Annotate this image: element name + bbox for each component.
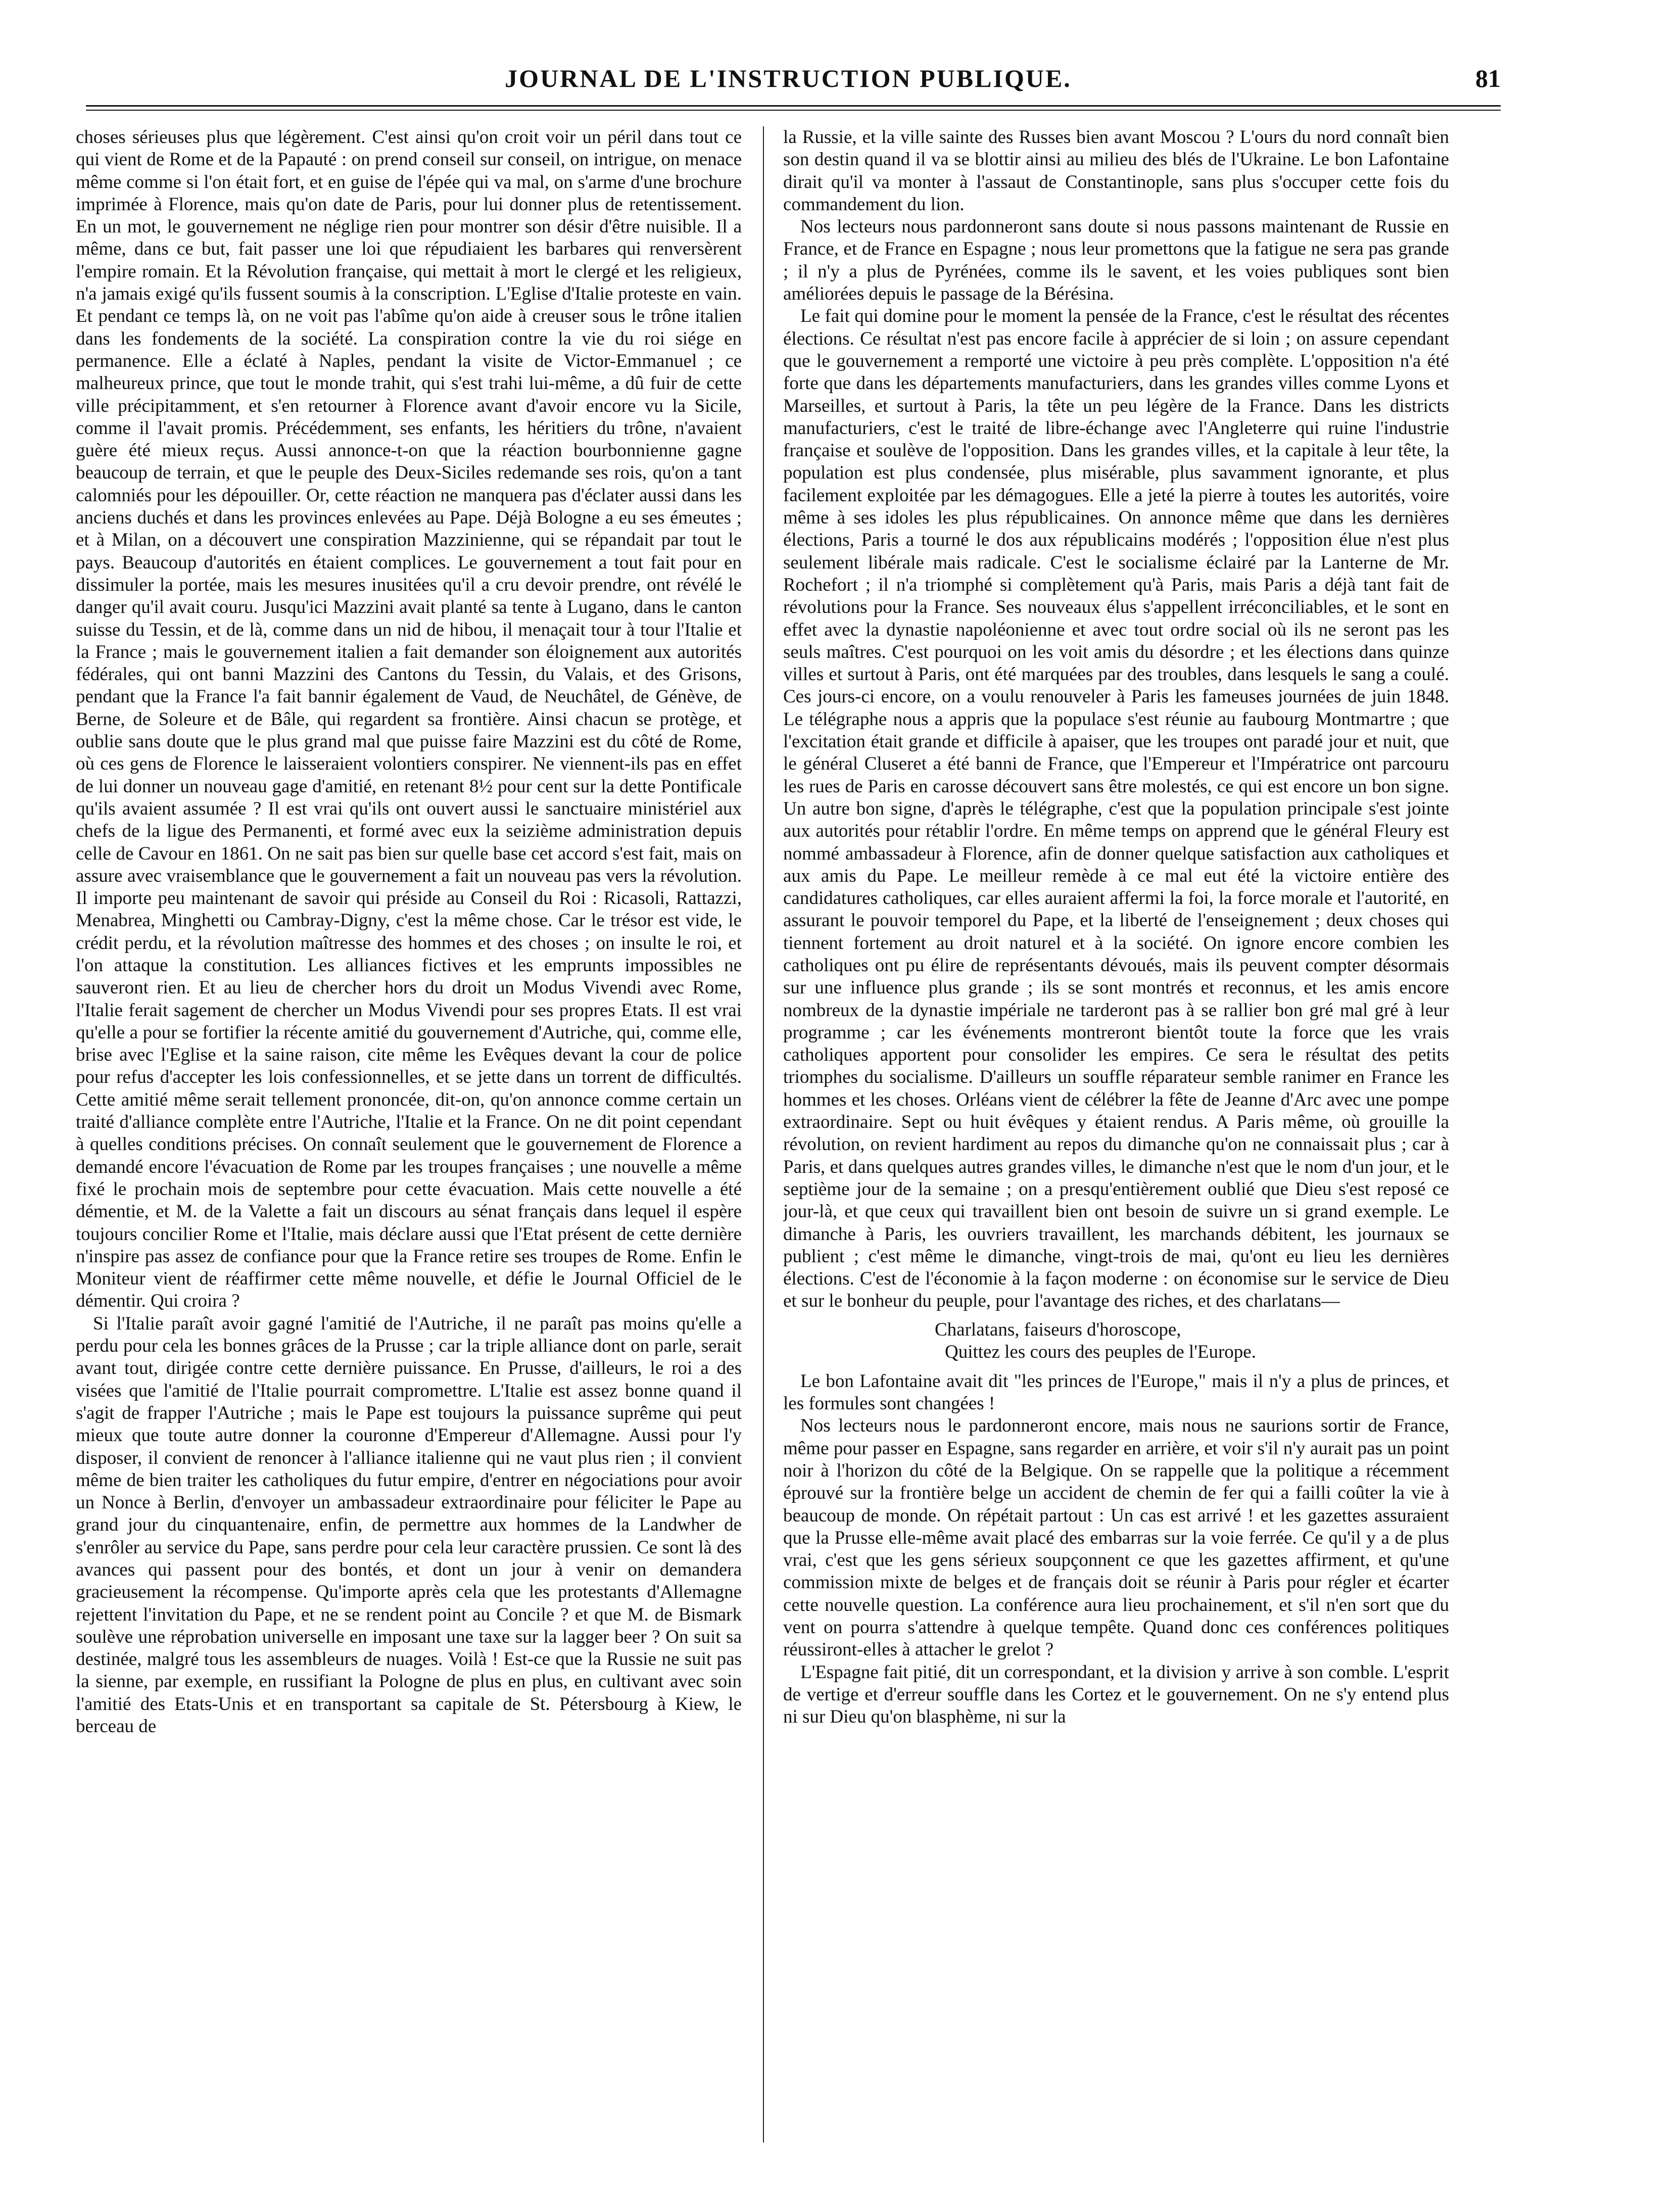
left-paragraph-2: Si l'Italie paraît avoir gagné l'amitié de l'Autriche, il ne paraît pas moins qu'elle a perdu pour cela les bonnes grâces de la Prusse ; car la triple alliance dont on parle, serait avant tout, dirigée contre cette dernière puissance. En Prusse, d'ailleurs, le roi a des visées que l'amitié de l'Italie pourrait compromettre. L'Italie est assez bonne quand il s'agit de frapper l'Autriche ; mais le Pape est toujours la puissance suprême qui peut mieux que toute autre donner la couronne d'Empereur d'Allemagne. Aussi pour l'y disposer, il convient de renoncer à l'alliance italienne qui ne vaut plus rien ; il convient même de bien traiter les catholiques du futur empire, d'entrer en négociations pour avoir un Nonce à Berlin, d'envoyer un ambassadeur extraordinaire pour féliciter le Pape au grand jour du cinquantenaire, enfin, de permettre aux hommes de la Landwher de s'enrôler au service du Pape, sans perdre pour cela leur caractère prussien. Ce sont là des avances qui passent pour des bontés, et dont un jour à venir on demandera gracieusement la récompense. Qu'importe après cela que les protestants d'Allemagne rejettent l'invitation du Pape, et ne se rendent point au Concile ? et que M. de Bismark soulève une réprobation universelle en imposant une taxe sur la lagger beer ? On suit sa destinée, malgré tous les assembleurs de nuages. Voilà ! Est-ce que la Russie ne suit pas la sienne, par exemple, en russifiant la Pologne de plus en plus, en cultivant avec soin l'amitié des Etats-Unis et en transportant sa capitale de St. Pétersbourg à Kiew, le berceau de xyxy=(76,1313,742,1737)
right-paragraph-4: Le bon Lafontaine avait dit "les princes de l'Europe," mais il n'y a plus de princes, et les formules sont changées ! xyxy=(783,1370,1449,1414)
page-number: 81 xyxy=(1475,64,1501,92)
right-column xyxy=(783,126,1449,2137)
verse-line-2: Quittez les cours des peuples de l'Europe. xyxy=(945,1341,1256,1362)
left-column xyxy=(76,126,742,2137)
header-rule xyxy=(86,105,1501,111)
verse-line-1: Charlatans, faiseurs d'horoscope, xyxy=(935,1319,1181,1340)
right-paragraph-6: L'Espagne fait pitié, dit un correspondant, et la division y arrive à son comble. L'esprit de vertige et d'erreur souffle dans les Cortez et le gouvernement. On ne s'y entend plus ni sur Dieu qu'on blasphème, ni sur la xyxy=(783,1661,1449,1728)
journal-title: JOURNAL DE L'INSTRUCTION PUBLIQUE. xyxy=(505,64,1072,92)
left-paragraph-1: choses sérieuses plus que légèrement. C'est ainsi qu'on croit voir un péril dans tout ce qui vient de Rome et de la Papauté : on prend conseil sur conseil, on intrigue, on menace même comme si l'on était fort, et en guise de l'épée qui va mal, on s'arme d'une brochure imprimée à Florence, mais qu'on date de Paris, pour lui donner plus de retentissement. En un mot, le gouvernement ne néglige rien pour montrer son désir d'être nuisible. Il a même, dans ce but, fait passer une loi que répudiaient les barbares qui renversèrent l'empire romain. Et la Révolution française, qui mettait à mort le clergé et les religieux, n'a jamais exigé qu'ils fussent soumis à la conscription. L'Eglise d'Italie proteste en vain. Et pendant ce temps là, on ne voit pas l'abîme qu'on aide à creuser sous le trône italien dans les fondements de la société. La conspiration contre la vie du roi siége en permanence. Elle a éclaté à Naples, pendant la visite de Victor-Emmanuel ; ce malheureux prince, que tout le monde trahit, qui s'est trahi lui-même, a dû fuir de cette ville précipitamment, et s'en retourner à Florence avant d'avoir encore vu la Sicile, comme il l'avait promis. Précédemment, ses enfants, les héritiers du trône, n'avaient guère été mieux reçus. Aussi annonce-t-on que la réaction bourbonnienne gagne beaucoup de terrain, et que le peuple des Deux-Siciles redemande ses rois, qu'on a tant calomniés pour les dépouiller. Or, cette réaction ne manquera pas d'éclater aussi dans les anciens duchés et dans les provinces enlevées au Pape. Déjà Bologne a eu ses émeutes ; et à Milan, on a découvert une conspiration Mazzinienne, qui se répandait par tout le pays. Beaucoup d'autorités en étaient complices. Le gouvernement a tout fait pour en dissimuler la portée, mais les mesures inusitées qu'il a cru devoir prendre, ont révélé le danger qu'il avait couru. Jusqu'ici Mazzini avait planté sa tente à Lugano, dans le canton suisse du Tessin, et de là, comme dans un nid de hibou, il menaçait tour à tour l'Italie et la France ; mais le gouvernement italien a fait demander son éloignement aux autorités fédérales, qui ont banni Mazzini des Cantons du Tessin, du Valais, et des Grisons, pendant que la France l'a fait bannir également de Vaud, de Neuchâtel, de Génève, de Berne, de Soleure et de Bâle, qui regardent sa frontière. Ainsi chacun se protège, et oublie sans doute que le plus grand mal que puisse faire Mazzini est du côté de Rome, où ces gens de Florence le laisseraient volontiers conspirer. Ne viennent-ils pas en effet de lui donner un nouveau gage d'amitié, en retenant 8½ pour cent sur la dette Pontificale qu'ils avaient assumée ? Il est vrai qu'ils ont ouvert aussi le sanctuaire ministériel aux chefs de la ligue des Permanenti, et formé avec eux la seizième administration depuis celle de Cavour en 1861. On ne sait pas bien sur quelle base cet accord s'est fait, mais on assure avec vraisemblance que le gouvernement a fait un nouveau pas vers la révolution. Il importe peu maintenant de savoir qui préside au Conseil du Roi : Ricasoli, Rattazzi, Menabrea, Minghetti ou Cambray-Digny, c'est la même chose. Car le trésor est vide, le crédit perdu, et la révolution maîtresse des hommes et des choses ; on insulte le roi, et l'on attaque la constitution. Les alliances fictives et les emprunts impossibles ne sauveront rien. Et au lieu de chercher hors du droit un Modus Vivendi avec Rome, l'Italie ferait sagement de chercher un Modus Vivendi pour ses propres Etats. Il est vrai qu'elle a pour se fortifier la récente amitié du gouvernement d'Autriche, qui, comme elle, brise avec l'Eglise et la saine raison, cite même les Evêques devant la cour de police pour refus d'accepter les lois confessionnelles, et se jette dans un torrent de difficultés. Cette amitié même serait tellement prononcée, dit-on, qu'on annonce comme certain un traité d'alliance complète entre l'Autriche, l'Italie et la France. On ne dit point cependant à quelles conditions précises. On connaît seulement que le gouvernement de Florence a demandé encore l'évacuation de Rome par les troupes françaises ; une nouvelle a même fixé le prochain mois de septembre pour cette évacuation. Mais cette nouvelle a été démentie, et M. de la Valette a fait un discours au sénat français dans lequel il espère toujours concilier Rome et l'Italie, mais déclare aussi que l'Etat présent de cette dernière n'inspire pas assez de confiance pour que la France retire ses troupes de Rome. Enfin le Moniteur vient de réaffirmer cette même nouvelle, et défie le Journal Officiel de le démentir. Qui croira ? xyxy=(76,127,742,1312)
column-divider xyxy=(763,126,764,2143)
right-paragraph-2: Nos lecteurs nous pardonneront sans doute si nous passons maintenant de Russie en France, et de France en Espagne ; nous leur promettons que la fatigue ne sera pas grande ; il n'y a plus de Pyrénées, comme ils le savent, et les voies publiques sont bien améliorées depuis le passage de la Bérésina. xyxy=(783,216,1449,305)
right-paragraph-1: la Russie, et la ville sainte des Russes bien avant Moscou ? L'ours du nord connaît bien son destin quand il va se blottir ainsi au milieu des blés de l'Ukraine. Le bon Lafontaine dirait qu'il va monter à l'assaut de Constantinople, sans plus s'occuper cette fois du commandement du lion. xyxy=(783,127,1449,215)
right-paragraph-3: Le fait qui domine pour le moment la pensée de la France, c'est le résultat des récentes élections. Ce résultat n'est pas encore facile à apprécier de si loin ; on assure cependant que le gouvernement a remporté une victoire à peu près complète. L'opposition n'a été forte que dans les départements manufacturiers, dans les grandes villes comme Lyons et Marseilles, et surtout à Paris, la tête un peu légère de la France. Dans les districts manufacturiers, c'est le traité de libre-échange avec l'Angleterre qui ruine l'industrie française et soulève de l'opposition. Dans les grandes villes, et la capitale à leur tête, la population est plus condensée, plus misérable, plus savamment ignorante, et plus facilement exploitée par les démagogues. Elle a jeté la pierre à toutes les autorités, voire même à ses idoles les plus républicaines. On annonce même que dans les dernières élections, Paris a tourné le dos aux républicains modérés ; l'opposition élue n'est plus seulement libérale mais radicale. C'est le socialisme éclairé par la Lanterne de Mr. Rochefort ; il n'a triomphé si complètement qu'à Paris, mais Paris a déjà tant fait de révolutions pour la France. Ses nouveaux élus s'appellent irréconciliables, et le sont en effet avec la dynastie napoléonienne et avec tout ordre social où ils ne seront pas les seuls maîtres. C'est pourquoi on les voit amis du désordre ; et les élections dans quinze villes et surtout à Paris, ont été marquées par des troubles, dans lesquels le sang a coulé. Ces jours-ci encore, on a voulu renouveler à Paris les fameuses journées de juin 1848. Le télégraphe nous a appris que la populace s'est réunie au faubourg Montmartre ; que l'excitation était grande et difficile à apaiser, que les troupes ont paradé jour et nuit, que le général Cluseret a été banni de France, que l'Empereur et l'Impératrice ont parcouru les rues de Paris en carosse découvert sans être molestés, ce qui est encore un bon signe. Un autre bon signe, d'après le télégraphe, c'est que la population principale s'est jointe aux autorités pour rétablir l'ordre. En même temps on apprend que le général Fleury est nommé ambassadeur à Florence, afin de donner quelque satisfaction aux catholiques et aux amis du Pape. Le meilleur remède à ce mal eut été la victoire entière des candidatures catholiques, car elles auraient affermi la foi, la force morale et l'autorité, en assurant le pouvoir temporel du Pape, et la liberté de l'enseignement ; deux choses qui tiennent fortement au droit naturel et à la société. On ignore encore combien les catholiques ont pu élire de représentants dévoués, mais ils peuvent compter désormais sur une influence plus grande ; ils se sont montrés et reconnus, et les amis encore nombreux de la dynastie impériale ne tarderont pas à se rallier bon gré mal gré à leur programme ; car les événements montreront bientôt toute la force que les vrais catholiques apportent pour consolider les empires. Ce sera le résultat des petits triomphes du socialisme. D'ailleurs un souffle réparateur semble ranimer en France les hommes et les choses. Orléans vient de célébrer la fête de Jeanne d'Arc avec une pompe extraordinaire. Sept ou huit évêques y étaient rendus. A Paris même, où grouille la révolution, on revient hardiment au repos du dimanche qu'on ne connaissait plus ; car à Paris, et dans quelques autres grandes villes, le dimanche n'est que le nom d'un jour, et le septième jour de la semaine ; on a presqu'entièrement oublié que Dieu s'est reposé ce jour-là, et que ceux qui travaillent bien ont besoin de suivre un si grand exemple. Le dimanche à Paris, les ouvriers travaillent, les marchands débitent, les journaux se publient ; c'est même le dimanche, vingt-trois de mai, qu'ont eu lieu les dernières élections. C'est de l'économie à la façon moderne : on économise sur le service de Dieu et sur le bonheur du peuple, pour l'avantage des riches, et des charlatans— xyxy=(783,306,1449,1312)
journal-page xyxy=(76,61,1501,2158)
verse-quote xyxy=(783,1319,1449,1363)
page-header xyxy=(76,61,1501,116)
right-paragraph-5: Nos lecteurs nous le pardonneront encore, mais nous ne saurions sortir de France, même pour passer en Espagne, sans regarder en arrière, et voir s'il n'y aurait pas un point noir à l'horizon du côté de la Belgique. On se rappelle que la politique a récemment éprouvé sur la frontière belge un accident de chemin de fer qui a failli coûter la vie à beaucoup de monde. On répétait partout : Un cas est arrivé ! et les gazettes assuraient que la Prusse elle-même avait placé des embarras sur la voie ferrée. Ce qu'il y a de plus vrai, c'est que les gens sérieux soupçonnent ce que les gazettes affirment, et qu'une commission mixte de belges et de français doit se réunir à Paris pour régler et écarter cette nouvelle question. La conférence aura lieu prochainement, et s'il n'en sort que du vent on pourra s'attendre à quelque tempête. Quand donc ces conférences politiques réussiront-elles à attacher le grelot ? xyxy=(783,1415,1449,1660)
